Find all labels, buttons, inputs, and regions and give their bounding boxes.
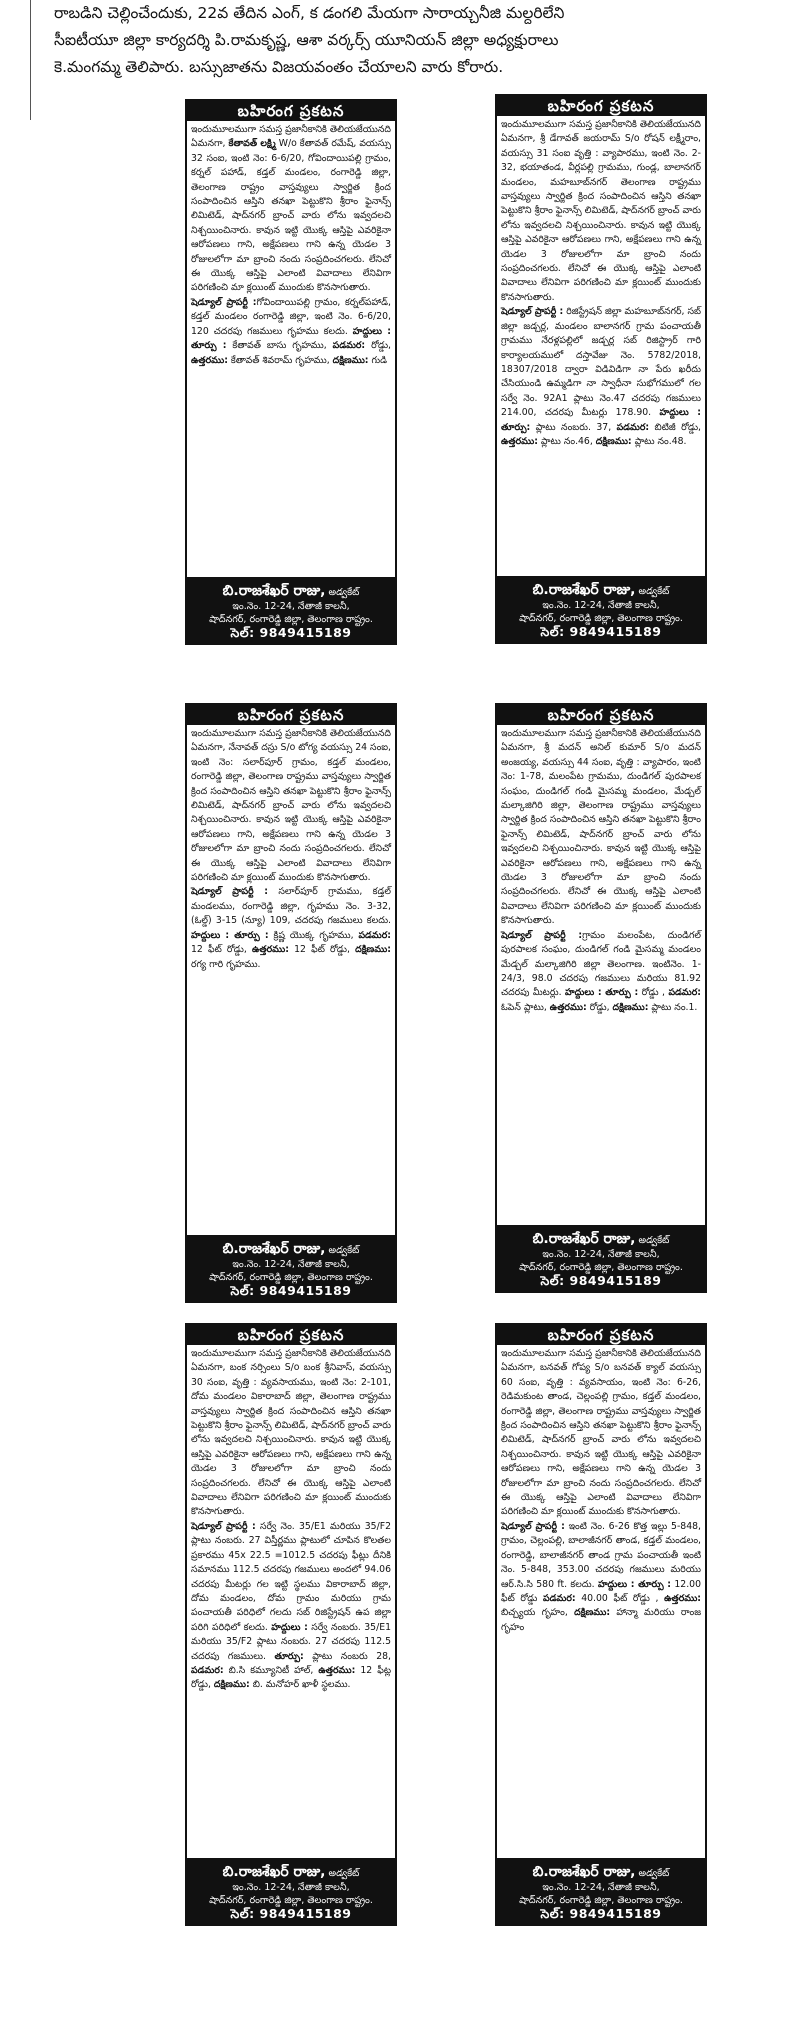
ad-field-label: షెడ్యూల్ ప్రాపర్టీ : bbox=[191, 886, 268, 898]
ad-text: గోవిందాయిపల్లి గ్రామం, కర్నల్‌పహాడ్, కడ్తల్ మండలం రంగారెడ్డి జిల్లా, ఇంటి నెం. 6-6/20, 120 చదరపు గజములు గృహము కలదు. bbox=[191, 296, 391, 337]
advocate-phone: సెల్: 9849415189 bbox=[540, 624, 662, 639]
ad-title: బహిరంగ ప్రకటన bbox=[187, 101, 395, 121]
advocate-name-line bbox=[189, 1863, 393, 1881]
ad-field-label: దక్షిణము: bbox=[332, 354, 369, 366]
ad-advocate-signature bbox=[497, 1225, 705, 1291]
ad-field-label: పడమర: bbox=[616, 421, 650, 433]
advocate-address: షాద్‌నగర్, రంగారెడ్డి జిల్లా, తెలంగాణ రాష్ట్రం. bbox=[209, 1895, 373, 1906]
ad-field-label: దక్షిణము: bbox=[595, 435, 632, 447]
ad-body bbox=[497, 725, 705, 1225]
ad-field-label: హద్దులు : bbox=[271, 1621, 308, 1633]
ad-text: ప్లాటు నం.48. bbox=[631, 435, 687, 447]
ad-advocate-signature bbox=[187, 1235, 395, 1301]
ad-field-label: పడమర: bbox=[358, 929, 391, 941]
ad-field-label: కేతావత్ లక్ష్మి bbox=[228, 138, 276, 150]
ad-text: సర్వే నెం. 35/E1 మరియు 35/F2 ప్లాటు నంబరు. 27 విస్తీర్ణము ప్లాటులో చూపిన కొలతల ప్రకారము 45x 22.5 =1012.5 చదరపు ఫీట్లు దీనికి సమానము 112.5 చదరపు గజములు అందలో 94.06 చదరపు మీటర్లు గల ఇట్టి స్థలము వికారాబాద్ జిల్లా, దోమ మండలం, దోమ గ్రామం మరియు గ్రామ పంచాయతీ పరిధిలో గలదు సబ్ రిజిస్ట్రేషన్ ఉప జిల్లా పరిగి పరిధిలో కలదు. bbox=[191, 1520, 391, 1633]
ad-body bbox=[497, 116, 705, 576]
ad-text: ఓపెన్ ప్లాటు, bbox=[501, 1001, 550, 1013]
ad-text: బిచ్చ్యయ గృహం, bbox=[501, 1607, 575, 1619]
ad-field-label: దక్షిణము: bbox=[612, 1001, 649, 1013]
advocate-address: షాద్‌నగర్, రంగారెడ్డి జిల్లా, తెలంగాణ రాష్ట్రం. bbox=[519, 1895, 683, 1906]
advocate-address: ఇం.నెం. 12-24, నేతాజీ కాలనీ, bbox=[232, 1259, 350, 1270]
ad-body bbox=[187, 121, 395, 577]
top-news-line: రాబడిని చెల్లించేందుకు, 22వ తేదిన ఎంగ్, క డంగలి మేయగా సారాయ్చనీజి మల్దరిలేని bbox=[54, 4, 565, 22]
advocate-name-line bbox=[189, 1240, 393, 1258]
ad-field-label: షెడ్యూల్ ప్రాపర్టీ : bbox=[191, 1520, 256, 1532]
ad-field-label: పడమర: bbox=[191, 1664, 224, 1676]
ad-text: 12.00 ఫీట్ రోడ్డు bbox=[501, 1578, 701, 1604]
ad-text: 12 ఫీట్ల రోడ్డు, bbox=[191, 1664, 392, 1691]
ad-text: రోడ్డు, bbox=[586, 1001, 613, 1013]
advocate-address: షాద్‌నగర్, రంగారెడ్డి జిల్లా, తెలంగాణ రాష్ట్రం. bbox=[209, 614, 373, 625]
ad-field-label: ఉత్తరము: bbox=[252, 944, 289, 956]
ad-text: గ్రామం మలంపేట, దుండిగల్ పురపాలక సంఘం, దుండిగల్ గండి మైసమ్మ మండలం మేడ్చల్ మల్కాజిగిరి జిల్లా తెలంగాణ. ఇంటినెం. 1-24/3, 98.0 చదరపు గజములు మరియు 81.92 చదరపు మీటర్లు. bbox=[501, 929, 701, 999]
ad-text: బి.సి కమ్యూనిటీ హాల్, bbox=[223, 1664, 319, 1676]
ad-field-label: హద్దులు : తూర్పు: bbox=[501, 407, 701, 433]
ad-text: ప్లాటు నం.46, bbox=[537, 435, 596, 447]
ad-advocate-signature bbox=[187, 577, 395, 643]
ad-field-label: పడమర: bbox=[332, 340, 366, 352]
public-notice-ad bbox=[495, 1323, 707, 1926]
ad-advocate-signature bbox=[497, 1858, 705, 1924]
ad-field-label: హద్దులు : తూర్పు : bbox=[191, 929, 269, 941]
ad-field-label: షెడ్యూల్ ప్రాపర్టీ : bbox=[501, 306, 564, 318]
public-notice-ad bbox=[185, 99, 397, 645]
ad-text: ఇందుమూలముగా సమస్త ప్రజానీకానికి తెలియజేయునది ఏమనగా, బనవత్ గోప్య S/o బనవత్ క్యాల్ వయస్సు 60 సంఐ, వృత్తి : వ్యవసాయం, ఇంటి నెం: 6-26, రెడిమకుంట తాండ, చెల్లంపల్లి గ్రామం, కడ్తల్ మండలం, రంగారెడ్డి జిల్లా, తెలంగాణ రాష్ట్రము వాస్తవ్యులు స్వార్జిత క్రింద సంపాదించిన ఆస్తిని తనఖా పెట్టుకొని శ్రీరాం ఫైనాన్స్ లిమిటెడ్, షాద్‌నగర్ బ్రాంచ్ వారు లోను ఇవ్వదలచి నిశ్చయించినారు. కావున ఇట్టి యొక్క ఆస్తిపై ఎవరికైనా ఆరోపణలు గాని, అక్షేపణలు గాని ఉన్న యెడల 3 రోజులలోగా మా బ్రాంచి నందు సంప్రదించగలరు. లేనిచో ఈ యొక్క ఆస్తిపై ఎలాంటి వివాదాలు లేనివిగా పరిగణించి మా క్లయింట్ ముందుకు కొనసాగుతారు. bbox=[501, 1348, 701, 1518]
ad-text: W/o కేతావత్ రమేష్, వయస్సు 32 సంఐ, ఇంటి నెం: 6-6/20, గోవిందాయిపల్లి గ్రామం, కర్నల్ పహాడ్, కడ్తల్ మండలం, రంగారెడ్డి జిల్లా, తెలంగాణ రాష్ట్రం వాస్తవ్యులు స్వార్జిత క్రింద సంపాదించిన ఆస్తిని తనఖా పెట్టుకొని శ్రీరాం ఫైనాన్స్ లిమిటెడ్, షాద్‌నగర్ బ్రాంచ్ వారు లోను ఇవ్వదలచి నిశ్చయించినారు. కావున ఇట్టి యొక్క ఆస్తిపై ఎవరికైనా ఆరోపణలు గాని, అక్షేపణలు గాని ఉన్న యెడల 3 రోజులలోగా మా బ్రాంచి నందు సంప్రదించగలరు. లేనిచో ఈ యొక్క ఆస్తిపై ఎలాంటి వివాదాలు లేనివిగా పరిగణించి మా క్లయింట్ ముందుకు కొనసాగుతారు. bbox=[191, 138, 391, 294]
advocate-name: బి.రాజశేఖర్ రాజు, bbox=[222, 583, 326, 599]
ad-title: బహిరంగ ప్రకటన bbox=[187, 705, 395, 725]
ad-title: బహిరంగ ప్రకటన bbox=[497, 1325, 705, 1345]
ad-field-label: హద్దులు : తూర్పు : bbox=[597, 1578, 672, 1590]
ad-text: ఇందుమూలముగా సమస్త ప్రజానీకానికి తెలియజేయునది ఏమనగా, నేనావత్ దస్రు S/o టోగ్య వయస్సు 24 సంఐ, ఇంటి నెం: సలార్‌పూర్ గ్రామం, కడ్తల్ మండలం, రంగారెడ్డి జిల్లా, తెలంగాణ రాష్ట్రము వాస్తవ్యులు స్వార్జిత క్రింద సంపాదించిన ఆస్తిని తనఖా పెట్టుకొని శ్రీరాం ఫైనాన్స్ లిమిటెడ్, షాద్‌నగర్ బ్రాంచ్ వారు లోను ఇవ్వదలచి నిశ్చయించినారు. కావున ఇట్టి యొక్క ఆస్తిపై ఎవరికైనా ఆరోపణలు గాని, అక్షేపణలు గాని ఉన్న యెడల 3 రోజులలోగా మా బ్రాంచి నందు సంప్రదించగలరు. లేనిచో ఈ యొక్క ఆస్తిపై ఎలాంటి వివాదాలు లేనివిగా పరిగణించి మా క్లయింట్ ముందుకు కొనసాగుతారు. bbox=[191, 728, 391, 884]
advocate-title: అడ్వకేట్ bbox=[635, 1868, 670, 1879]
ad-advocate-signature bbox=[187, 1858, 395, 1924]
advocate-name-line bbox=[499, 1863, 703, 1881]
ad-field-label: తూర్పు: bbox=[274, 1650, 304, 1662]
ad-field-label: దక్షిణము: bbox=[213, 1679, 250, 1691]
advocate-address: ఇం.నెం. 12-24, నేతాజీ కాలనీ, bbox=[542, 1882, 660, 1893]
advocate-address: ఇం.నెం. 12-24, నేతాజీ కాలనీ, bbox=[232, 601, 350, 612]
ad-text: ప్లాటు నంబరు. 37, bbox=[530, 421, 617, 433]
ad-field-label: పడమర: bbox=[668, 987, 701, 999]
advocate-name: బి.రాజశేఖర్ రాజు, bbox=[532, 582, 636, 598]
ad-field-label: షెడ్యూల్ ప్రాపర్టీ : bbox=[501, 1520, 565, 1532]
ad-field-label: ఉత్తరము: bbox=[549, 1001, 587, 1013]
ad-text: రోడ్డు , bbox=[638, 987, 669, 999]
ad-text: ప్లాటు నం.1. bbox=[648, 1001, 698, 1013]
ad-text: కేతావత్ బాసు గృహము, bbox=[226, 340, 333, 352]
advocate-phone: సెల్: 9849415189 bbox=[230, 1283, 352, 1298]
advocate-phone: సెల్: 9849415189 bbox=[230, 625, 352, 640]
public-notice-ad bbox=[495, 703, 707, 1293]
ad-text: సలార్‌పూర్ గ్రామము, కడ్తల్ మండలము, రంగారెడ్డి జిల్లా, గృహము నెం. 3-32, (ఓల్డ్) 3-15 (న్యూ) 109, చదరపు గజములు కలదు. bbox=[191, 886, 391, 927]
advocate-phone: సెల్: 9849415189 bbox=[540, 1906, 662, 1921]
public-notice-ad bbox=[185, 703, 397, 1303]
ad-text: ఇందుమూలముగా సమస్త ప్రజానీకానికి తెలియజేయునది ఏమనగా, bbox=[191, 124, 391, 150]
advocate-address: ఇం.నెం. 12-24, నేతాజీ కాలనీ, bbox=[542, 1249, 660, 1260]
advocate-name: బి.రాజశేఖర్ రాజు, bbox=[532, 1231, 636, 1247]
ad-field-label: పడమర: bbox=[543, 1592, 576, 1604]
public-notice-ad bbox=[185, 1323, 397, 1926]
ad-field-label: షెడ్యూల్ ప్రాపర్టీ : bbox=[191, 296, 257, 308]
advocate-phone: సెల్: 9849415189 bbox=[230, 1906, 352, 1921]
ad-field-label: ఉత్తరము: bbox=[501, 435, 538, 447]
advocate-name: బి.రాజశేఖర్ రాజు, bbox=[222, 1241, 326, 1257]
ad-field-label: ఉత్తరము: bbox=[318, 1664, 356, 1676]
ad-text: బి. మనోహర్ ఖాళీ స్థలము. bbox=[249, 1679, 351, 1691]
advocate-name-line bbox=[189, 582, 393, 600]
ad-text: రిజిస్ట్రేషన్ జిల్లా మహబూబ్‌నగర్, సబ్ జిల్లా జడ్చర్ల, మండలం బాలానగర్ గ్రామ పంచాయతీ గ్రామము నేరళ్లపల్లిలో జడ్చర్ల సబ్ రిజిస్ట్రార్ గారి కార్యాలయములో దస్తావేజు నెం. 5782/2018, 18307/2018 ద్వారా విడివిడిగా నా పేరు ఖరీదు చేసియుండి ఉమ్మడిగా నా స్వాధీనా సుభోగములో గల సర్వే నెం. 92A1 ప్లాటు నెం.47 చదరపు గజములు 214.00, చదరపు మీటర్లు 178.90. bbox=[501, 306, 701, 419]
ad-field-label: హద్దులు : తూర్పు : bbox=[564, 987, 639, 999]
advocate-address: షాద్‌నగర్, రంగారెడ్డి జిల్లా, తెలంగాణ రాష్ట్రం. bbox=[209, 1272, 373, 1283]
top-news-block bbox=[54, 0, 754, 81]
advocate-title: అడ్వకేట్ bbox=[325, 1245, 360, 1256]
ad-text: 12 ఫీట్ రోడ్డు, bbox=[191, 944, 253, 956]
column-rule bbox=[30, 0, 31, 120]
advocate-title: అడ్వకేట్ bbox=[635, 1235, 670, 1246]
top-news-line: సీఐటీయూ జిల్లా కార్యదర్శి పి.రామకృష్ణ, ఆశా వర్కర్స్ యూనియన్ జిల్లా అధ్యక్షురాలు bbox=[54, 31, 559, 49]
ad-text: గుడి bbox=[368, 354, 387, 366]
advocate-title: అడ్వకేట్ bbox=[635, 586, 670, 597]
advocate-name: బి.రాజశేఖర్ రాజు, bbox=[532, 1864, 636, 1880]
ad-text: రోడ్డు, bbox=[365, 340, 392, 352]
ad-text: రగ్య గారి గృహము. bbox=[191, 958, 261, 970]
ad-body bbox=[187, 1345, 395, 1858]
ad-field-label: హద్దులు : తూర్పు : bbox=[191, 325, 391, 352]
public-notice-ad bbox=[495, 94, 707, 644]
ad-text: ప్లాటు నంబరు 28, bbox=[303, 1650, 391, 1662]
ad-text: సర్వే నంబరు. 35/E1 మరియు 35/F2 ప్లాటు నంబరు. 27 చదరపు 112.5 చదరపు గజములు. bbox=[191, 1621, 392, 1662]
advocate-title: అడ్వకేట్ bbox=[325, 587, 360, 598]
ad-text: ఇందుమూలముగా సమస్త ప్రజానీకానికి తెలియజేయునది ఏమనగా, బంక నర్సింలు S/o బంక శ్రీనివాస్, వయస్సు 30 సంఐ, వృత్తి : వ్యవసాయము, ఇంటి నెం: 2-101, దోమ మండలం వికారాబాద్ జిల్లా, తెలంగాణ రాష్ట్రము వాస్తవ్యులు స్వార్జిత క్రింద సంపాదించిన ఆస్తిని తనఖా పెట్టుకొని శ్రీరాం ఫైనాన్స్ లిమిటెడ్, షాద్‌నగర్ బ్రాంచ్ వారు లోను ఇవ్వదలచి నిశ్చయించినారు. కావున ఇట్టి యొక్క ఆస్తిపై ఎవరికైనా ఆరోపణలు గాని, అక్షేపణలు గాని ఉన్న యెడల 3 రోజులలోగా మా బ్రాంచి నందు సంప్రదించగలరు. లేనిచో ఈ యొక్క ఆస్తిపై ఎలాంటి వివాదాలు లేనివిగా పరిగణించి మా క్లయింట్ ముందుకు కొనసాగుతారు. bbox=[191, 1348, 391, 1518]
ad-title: బహిరంగ ప్రకటన bbox=[497, 96, 705, 116]
ad-text: క్రిష్ణ యొక్క గృహము, bbox=[268, 929, 359, 941]
advocate-address: షాద్‌నగర్, రంగారెడ్డి జిల్లా, తెలంగాణ రాష్ట్రం. bbox=[519, 613, 683, 624]
ad-text: ఇందుమూలముగా సమస్త ప్రజానీకానికి తెలియజేయునది ఏమనగా, శ్రీ డేగావత్ జయరామ్ S/o రోషన్ లక్ష్మీరాం, వయస్సు 31 సంఐ వృత్తి : వ్యాపారము, ఇంటి నెం. 2-32, భయాతండ, వీర్లపల్లి గ్రామము, గుండ్ల, బాలానగర్ మండలం, మహబూబ్‌నగర్ తెలంగాణ రాష్ట్రము వాస్తవ్యులు స్వార్జిత క్రింద సంపాదించిన ఆస్తిని తనఖా పెట్టుకొని శ్రీరాం ఫైనాన్స్ లిమిటెడ్, షాద్‌నగర్ బ్రాంచ్ వారు లోను ఇవ్వదలచి నిశ్చయించినారు. కావున ఇట్టి యొక్క ఆస్తిపై ఎవరికైనా ఆరోపణలు గాని, అక్షేపణలు గాని ఉన్న యెడల 3 రోజులలోగా మా బ్రాంచి నందు సంప్రదించగలరు. లేనిచో ఈ యొక్క ఆస్తిపై ఎలాంటి వివాదాలు లేనివిగా పరిగణించి మా క్లయింట్ ముందుకు కొనసాగుతారు. bbox=[501, 119, 701, 303]
ad-title: బహిరంగ ప్రకటన bbox=[187, 1325, 395, 1345]
advocate-name-line bbox=[499, 581, 703, 599]
ad-advocate-signature bbox=[497, 576, 705, 642]
advocate-title: అడ్వకేట్ bbox=[325, 1868, 360, 1879]
advocate-name: బి.రాజశేఖర్ రాజు, bbox=[222, 1864, 326, 1880]
ad-field-label: దక్షిణము: bbox=[355, 944, 391, 956]
ad-title: బహిరంగ ప్రకటన bbox=[497, 705, 705, 725]
ad-text: 12 ఫీట్ రోడ్డు, bbox=[288, 944, 356, 956]
advocate-address: ఇం.నెం. 12-24, నేతాజీ కాలనీ, bbox=[232, 1882, 350, 1893]
advocate-address: ఇం.నెం. 12-24, నేతాజీ కాలనీ, bbox=[542, 600, 660, 611]
advocate-address: షాద్‌నగర్, రంగారెడ్డి జిల్లా, తెలంగాణ రాష్ట్రం. bbox=[519, 1262, 683, 1273]
advocate-phone: సెల్: 9849415189 bbox=[540, 1273, 662, 1288]
ad-text: ఇందుమూలముగా సమస్త ప్రజానీకానికి తెలియజేయునది ఏమనగా, శ్రీ మదన్ అనిల్ కుమార్ S/o మదన్ అంజయ్య, వయస్సు 44 సంఐ, వృత్తి : వ్యాపారం, ఇంటి నెం: 1-78, మలంపేట గ్రామము, దుండిగల్ పురపాలక సంఘం, దుండిగల్ గండి మైసమ్మ మండలం, మేడ్చల్ మల్కాజిగిరి జిల్లా, తెలంగాణ రాష్ట్రము వాస్తవ్యులు స్వార్జిత క్రింద సంపాదించిన ఆస్తిని తనఖా పెట్టుకొని శ్రీరాం ఫైనాన్స్ లిమిటెడ్, షాద్‌నగర్ బ్రాంచ్ వారు లోను ఇవ్వదలచి నిశ్చయించినారు. కావున ఇట్టి యొక్క ఆస్తిపై ఎవరికైనా ఆరోపణలు గాని, అక్షేపణలు గాని ఉన్న యెడల 3 రోజులలోగా మా బ్రాంచి నందు సంప్రదించగలరు. లేనిచో ఈ యొక్క ఆస్తిపై ఎలాంటి వివాదాలు లేనివిగా పరిగణించి మా క్లయింట్ ముందుకు కొనసాగుతారు. bbox=[501, 728, 701, 927]
top-news-line: కె.మంగమ్మ తెలిపారు. బస్సుజాతను విజయవంతం చేయాలని వారు కోరారు. bbox=[54, 58, 504, 76]
ad-text: హాన్మా మరియు రాంజ గృహం bbox=[501, 1607, 701, 1633]
ad-field-label: షెడ్యూల్ ప్రాపర్టీ : bbox=[501, 929, 583, 941]
ad-field-label: దక్షిణము: bbox=[574, 1607, 611, 1619]
ad-text: బిటిజీ రోడ్డు, bbox=[649, 421, 701, 433]
ad-body bbox=[497, 1345, 705, 1858]
ad-text: 40.00 ఫీట్ రోడ్డు , bbox=[575, 1592, 665, 1604]
ad-body bbox=[187, 725, 395, 1235]
advocate-name-line bbox=[499, 1230, 703, 1248]
ad-field-label: ఉత్తరము: bbox=[664, 1592, 701, 1604]
ad-text: కేతావత్ శివరామ్ గృహము, bbox=[227, 354, 333, 366]
ad-text: ఇంటి నెం. 6-26 కొత్త ఇల్లు 5-848, గ్రామం, చెల్లంపల్లి, బాలాజీనగర్ తాండ, కడ్తల్ మండలం, రంగారెడ్డి, బాలాజీనగర్ తాండ గ్రామ పంచాయతీ ఇంటి నెం. 5-848, 353.00 చదరపు గజములు మరియు ఆర్.సి.సి 580 ft. కలదు. bbox=[501, 1520, 702, 1590]
ad-field-label: ఉత్తరము: bbox=[191, 354, 228, 366]
